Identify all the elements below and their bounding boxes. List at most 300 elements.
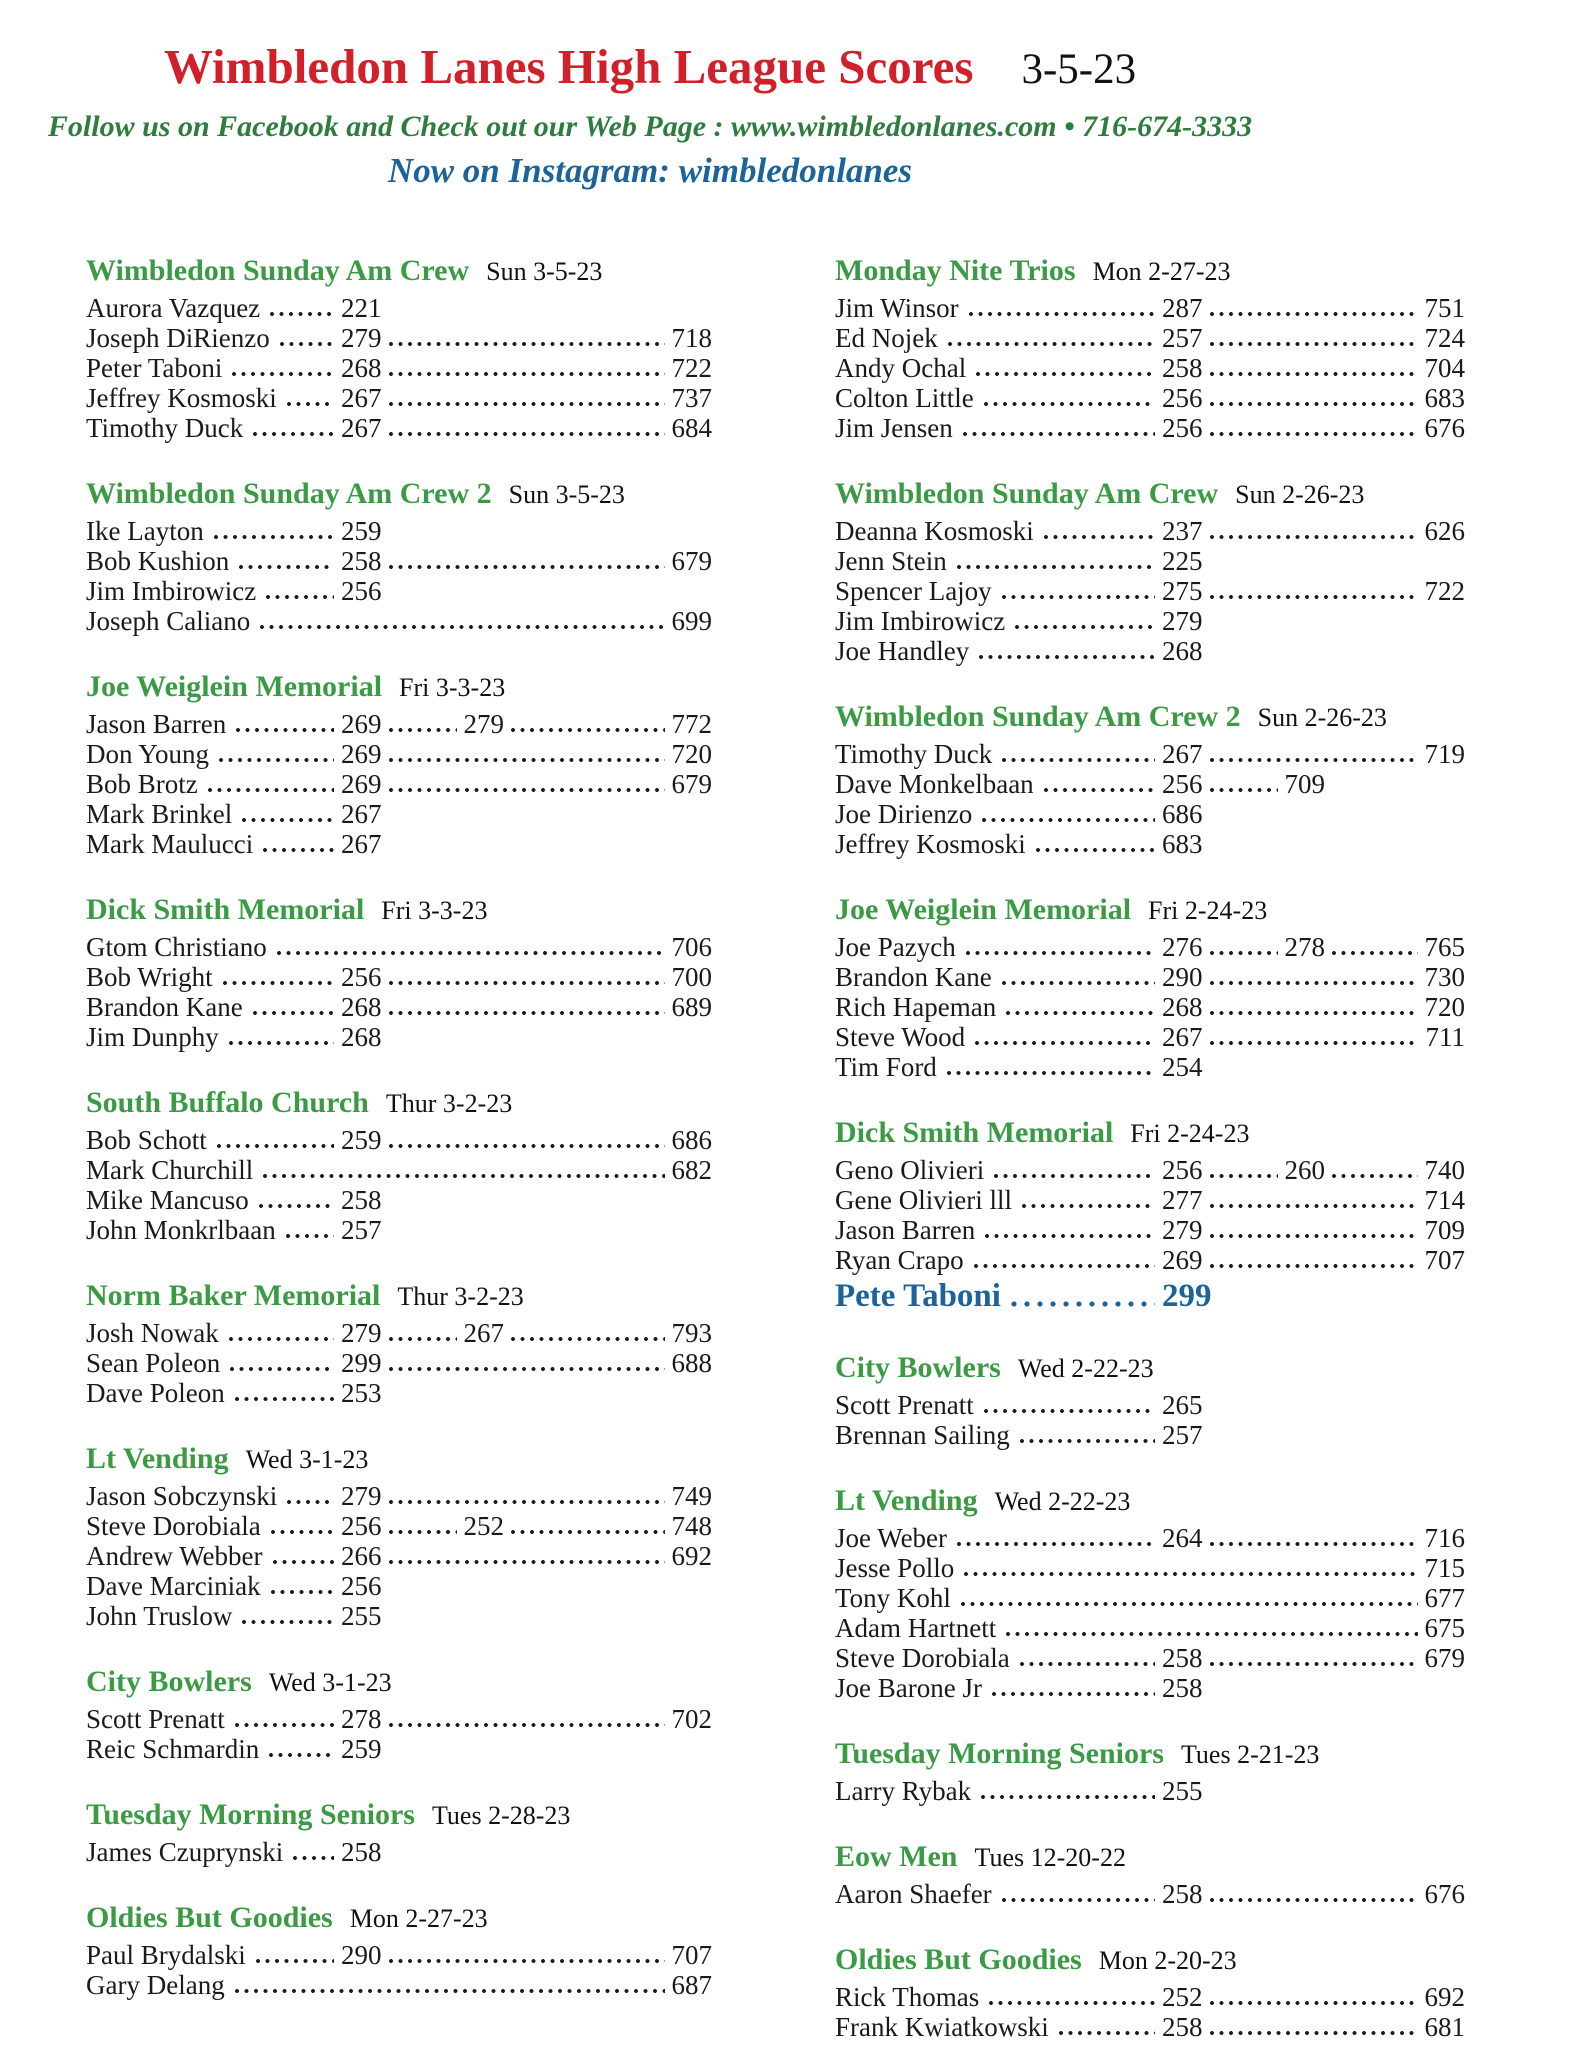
dot-leader [240,799,334,829]
dot-leader [1208,932,1278,962]
score-row [835,1390,1465,1420]
bowler-name: Colton Little [835,383,974,413]
dot-leader [1000,739,1155,769]
dot-leader [1330,1155,1418,1185]
score-row [835,1553,1465,1583]
name-leader-segment [835,1022,1157,1052]
bowler-name: Bob Schott [86,1125,207,1155]
score-row [835,1155,1465,1185]
name-leader-segment [86,992,336,1022]
bowler-name: Adam Hartnett [835,1613,997,1643]
bowler-name: Don Young [86,739,210,769]
dot-leader [992,1155,1155,1185]
score-row [86,1125,712,1155]
score-value: 686 [1162,799,1203,829]
name-leader-segment [86,739,336,769]
dot-leader [387,1541,665,1571]
league-section [835,1115,1465,1317]
score-value: 711 [1425,1022,1465,1052]
dot-leader [509,709,665,739]
score-value: 692 [671,1541,712,1571]
league-section [835,476,1465,666]
league-name: Tuesday Morning Seniors [86,1798,415,1831]
spacer [1327,769,1465,799]
spacer [384,1022,713,1052]
dot-leader [1034,829,1155,859]
score-row [835,799,1465,829]
score-row [86,799,712,829]
name-leader-segment [835,769,1157,799]
dot-leader [387,739,665,769]
score-value: 268 [341,353,382,383]
name-leader-segment [835,1155,1157,1185]
dot-leader [1208,1982,1418,2012]
league-header [835,1839,1465,1879]
score-row [86,1215,712,1245]
league-name: Norm Baker Memorial [86,1279,381,1312]
name-leader-segment [835,383,1157,413]
bowler-name: John Truslow [86,1601,233,1631]
score-value: 686 [671,1125,712,1155]
dot-leader [387,383,665,413]
league-section [835,253,1465,443]
bowler-name: Jason Sobczynski [86,1481,278,1511]
league-header [835,476,1465,516]
dot-leader [387,709,457,739]
name-leader-segment [86,769,336,799]
score-row [86,516,712,546]
name-leader-segment [86,323,336,353]
bowler-name: Scott Prenatt [835,1390,974,1420]
bowler-name: Mark Brinkel [86,799,233,829]
dot-leader [1208,413,1418,443]
bowler-name: Steve Dorobiala [835,1643,1010,1673]
score-row [86,383,712,413]
score-value: 699 [671,606,712,636]
dot-leader [1208,1643,1418,1673]
bowler-name: Frank Kwiatkowski [835,2012,1049,2042]
score-row [835,2012,1465,2042]
league-section [835,1736,1465,1806]
score-value: 718 [671,323,712,353]
name-leader-segment [835,1673,1157,1703]
page-title: Wimbledon Lanes High League Scores [163,39,974,94]
spacer [1205,546,1466,576]
dot-leader [1018,1420,1155,1450]
league-date: Wed 2-22-23 [1017,1354,1154,1383]
dot-leader [233,1378,334,1408]
league-date: Wed 2-22-23 [994,1487,1131,1516]
score-row [835,1523,1465,1553]
dot-leader [1020,1185,1155,1215]
dot-leader [212,516,334,546]
score-value: 256 [341,576,382,606]
dot-leader [258,606,664,636]
bowler-name: Gtom Christiano [86,932,267,962]
spacer [384,799,713,829]
dot-leader [215,1125,334,1155]
score-value: 255 [341,1601,382,1631]
name-leader-segment [835,1215,1157,1245]
spacer [1205,799,1466,829]
score-value: 266 [341,1541,382,1571]
dot-leader [967,293,1155,323]
spacer [384,1601,713,1631]
bowler-name: Aaron Shaefer [835,1879,992,1909]
score-row [835,1879,1465,1909]
name-leader-segment [835,992,1157,1022]
league-section [86,1797,712,1867]
league-date: Sun 3-5-23 [486,257,603,286]
dot-leader [955,546,1155,576]
bowler-name: Peter Taboni [86,353,223,383]
score-row [835,1583,1465,1613]
league-section [835,1483,1465,1703]
score-row [86,413,712,443]
dot-leader [387,546,665,576]
bowler-name: Rick Thomas [835,1982,980,2012]
score-row [86,1571,712,1601]
score-value: 681 [1424,2012,1465,2042]
dot-leader [268,293,334,323]
score-row [86,576,712,606]
league-header [835,1736,1465,1776]
name-leader-segment [86,1185,336,1215]
score-row [835,1215,1465,1245]
dot-leader [387,962,665,992]
score-value: 722 [671,353,712,383]
league-date: Mon 2-27-23 [1092,257,1231,286]
score-value: 730 [1424,962,1465,992]
dot-leader [284,1215,334,1245]
score-value: 269 [1162,1245,1203,1275]
score-value: 269 [341,739,382,769]
dot-leader [1330,932,1418,962]
dot-leader [945,1052,1155,1082]
bowler-name: Steve Wood [835,1022,966,1052]
score-value: 679 [671,546,712,576]
league-section [86,1664,712,1764]
name-leader-segment [86,1541,336,1571]
name-leader-segment [86,1378,336,1408]
score-value: 267 [341,413,382,443]
score-value: 256 [1162,413,1203,443]
dot-leader [387,323,665,353]
name-leader-segment [86,829,336,859]
bowler-name: Aurora Vazquez [86,293,261,323]
score-row [835,1420,1465,1450]
bowler-name: Dave Poleon [86,1378,225,1408]
league-date: Sun 3-5-23 [508,480,625,509]
spacer [1205,1673,1466,1703]
bowler-name: Larry Rybak [835,1776,972,1806]
bowler-name: Mark Maulucci [86,829,254,859]
name-leader-segment [86,1837,336,1867]
score-value: 259 [341,516,382,546]
left-column [86,253,712,2000]
score-value: 269 [341,769,382,799]
spacer [1205,829,1466,859]
score-row [835,323,1465,353]
dot-leader [962,1553,1417,1583]
name-leader-segment [86,383,336,413]
spacer [1205,636,1466,666]
score-value: 258 [1162,1879,1203,1909]
score-row [835,1613,1465,1643]
bowler-name: Jason Barren [835,1215,976,1245]
name-leader-segment [86,799,336,829]
bowler-name: Reic Schmardin [86,1734,260,1764]
bowler-name: Jim Jensen [835,413,953,443]
name-leader-segment [835,1275,1157,1317]
score-row [86,709,712,739]
score-value: 256 [1162,383,1203,413]
instagram-line: Now on Instagram: wimbledonlanes [387,151,913,190]
dot-leader [227,1022,334,1052]
score-value: 278 [341,1704,382,1734]
score-value: 264 [1162,1523,1203,1553]
score-value: 679 [1424,1643,1465,1673]
name-leader-segment [86,1601,336,1631]
dot-leader [1208,353,1418,383]
dot-leader [267,1734,334,1764]
score-row [835,636,1465,666]
dot-leader [387,353,665,383]
score-value: 279 [341,1318,382,1348]
score-row [86,1481,712,1511]
score-value: 279 [1162,606,1203,636]
score-value: 254 [1162,1052,1203,1082]
dot-leader [261,829,334,859]
score-row [86,293,712,323]
score-row [835,293,1465,323]
bowler-name: Bob Brotz [86,769,198,799]
score-row [835,516,1465,546]
bowler-name: Bob Wright [86,962,213,992]
league-name: City Bowlers [86,1665,252,1698]
bowler-name: Timothy Duck [835,739,993,769]
league-header [86,1085,712,1125]
spacer [384,1734,713,1764]
name-leader-segment [835,516,1157,546]
dot-leader [1042,516,1155,546]
league-name: Wimbledon Sunday Am Crew [835,477,1219,510]
spacer [384,1571,713,1601]
dot-leader [509,1511,665,1541]
league-header [86,1797,712,1837]
league-name: South Buffalo Church [86,1086,369,1119]
dot-leader [977,636,1155,666]
score-value: 257 [1162,323,1203,353]
score-value: 276 [1162,932,1203,962]
score-row [835,932,1465,962]
bowler-name: Ryan Crapo [835,1245,964,1275]
score-row [835,1982,1465,2012]
score-value: 265 [1162,1390,1203,1420]
bowler-name: Joe Pazych [835,932,956,962]
league-date: Fri 3-3-23 [399,673,506,702]
score-row [86,962,712,992]
league-section [835,699,1465,859]
name-leader-segment [835,1052,1157,1082]
dot-leader [1057,2012,1155,2042]
dot-leader [1018,1643,1155,1673]
name-leader-segment [86,1734,336,1764]
league-name: Eow Men [835,1840,958,1873]
bowler-name: Steve Dorobiala [86,1511,261,1541]
score-value: 267 [463,1318,504,1348]
score-value: 722 [1424,576,1465,606]
score-row [835,546,1465,576]
score-value: 267 [1162,1022,1203,1052]
bowler-name: Jeffrey Kosmoski [86,383,277,413]
name-leader-segment [86,709,336,739]
league-date: Tues 12-20-22 [974,1843,1126,1872]
dot-leader [291,1837,334,1867]
league-name: Dick Smith Memorial [86,893,365,926]
page-title-date: 3-5-23 [1021,46,1137,93]
dot-leader [254,1940,334,1970]
dot-leader [237,546,334,576]
score-row [86,1940,712,1970]
score-value: 679 [671,769,712,799]
bowler-name: Gary Delang [86,1970,225,2000]
league-name: Lt Vending [86,1442,229,1475]
dot-leader [278,323,334,353]
score-row [835,1673,1465,1703]
name-leader-segment [835,293,1157,323]
spacer [384,1215,713,1245]
dot-leader [979,1776,1155,1806]
dot-leader [1208,576,1418,606]
dot-leader [1000,1879,1155,1909]
name-leader-segment [86,576,336,606]
league-date: Thur 3-2-23 [385,1089,513,1118]
league-date: Wed 3-1-23 [268,1668,392,1697]
dot-leader [1009,1275,1155,1317]
score-value: 707 [671,1940,712,1970]
score-value: 258 [341,1185,382,1215]
dot-leader [387,1348,665,1378]
name-leader-segment [835,962,1157,992]
dot-leader [234,709,334,739]
score-value: 225 [1162,546,1203,576]
league-name: Tuesday Morning Seniors [835,1737,1164,1770]
score-value: 724 [1424,323,1465,353]
right-column [835,253,1465,2042]
score-value: 221 [341,293,382,323]
dot-leader [990,1673,1155,1703]
score-row [86,353,712,383]
name-leader-segment [835,576,1157,606]
score-value: 260 [1284,1155,1325,1185]
bowler-name: Deanna Kosmoski [835,516,1034,546]
dot-leader [233,1970,665,2000]
dot-leader [206,769,334,799]
score-value: 256 [341,1571,382,1601]
dot-leader [387,1318,457,1348]
dot-leader [1208,516,1418,546]
dot-leader [964,932,1155,962]
score-value: 268 [1162,636,1203,666]
name-leader-segment [86,1704,336,1734]
score-row [835,992,1465,1022]
dot-leader [509,1318,665,1348]
name-leader-segment [86,413,336,443]
name-leader-segment [86,1511,336,1541]
score-row [835,576,1465,606]
score-value: 683 [1162,829,1203,859]
score-row [86,1318,712,1348]
league-date: Mon 2-20-23 [1098,1946,1237,1975]
score-value: 676 [1424,413,1465,443]
name-leader-segment [835,829,1157,859]
league-date: Fri 2-24-23 [1148,896,1268,925]
bowler-name: Andy Ochal [835,353,967,383]
score-row [835,606,1465,636]
score-value: 688 [671,1348,712,1378]
dot-leader [1000,962,1155,992]
score-row [835,829,1465,859]
score-row [835,1275,1465,1317]
score-value: 290 [1162,962,1203,992]
score-row [835,769,1465,799]
score-value: 252 [463,1511,504,1541]
score-row [86,1378,712,1408]
score-value: 256 [1162,1155,1203,1185]
dot-leader [1000,576,1155,606]
score-value: 709 [1424,1215,1465,1245]
dot-leader [251,992,334,1022]
score-row [86,1837,712,1867]
league-section [86,1278,712,1408]
bowler-name: Joe Weber [835,1523,948,1553]
dot-leader [228,1348,334,1378]
league-name: Oldies But Goodies [835,1943,1082,1976]
name-leader-segment [835,1420,1157,1450]
score-value: 287 [1162,293,1203,323]
score-value: 716 [1424,1523,1465,1553]
dot-leader [1004,992,1155,1022]
dot-leader [251,413,334,443]
score-value: 751 [1424,293,1465,323]
league-date: Sun 2-26-23 [1257,703,1387,732]
score-value: 290 [341,1940,382,1970]
name-leader-segment [835,1776,1157,1806]
league-name: Monday Nite Trios [835,254,1076,287]
name-leader-segment [835,1879,1157,1909]
score-value: 720 [1424,992,1465,1022]
score-value: 748 [671,1511,712,1541]
dot-leader [946,323,1155,353]
name-leader-segment [86,353,336,383]
score-value: 684 [671,413,712,443]
name-leader-segment [86,546,336,576]
score-value: 257 [341,1215,382,1245]
league-header [86,253,712,293]
name-leader-segment [86,516,336,546]
score-value: 258 [1162,2012,1203,2042]
score-row [86,1734,712,1764]
score-value: 793 [671,1318,712,1348]
name-leader-segment [86,1481,336,1511]
score-value: 257 [1162,1420,1203,1450]
league-name: Oldies But Goodies [86,1901,333,1934]
bowler-name: Jesse Pollo [835,1553,955,1583]
score-row [86,1022,712,1052]
bowler-name: Jim Imbirowicz [86,576,257,606]
dot-leader [285,1481,334,1511]
